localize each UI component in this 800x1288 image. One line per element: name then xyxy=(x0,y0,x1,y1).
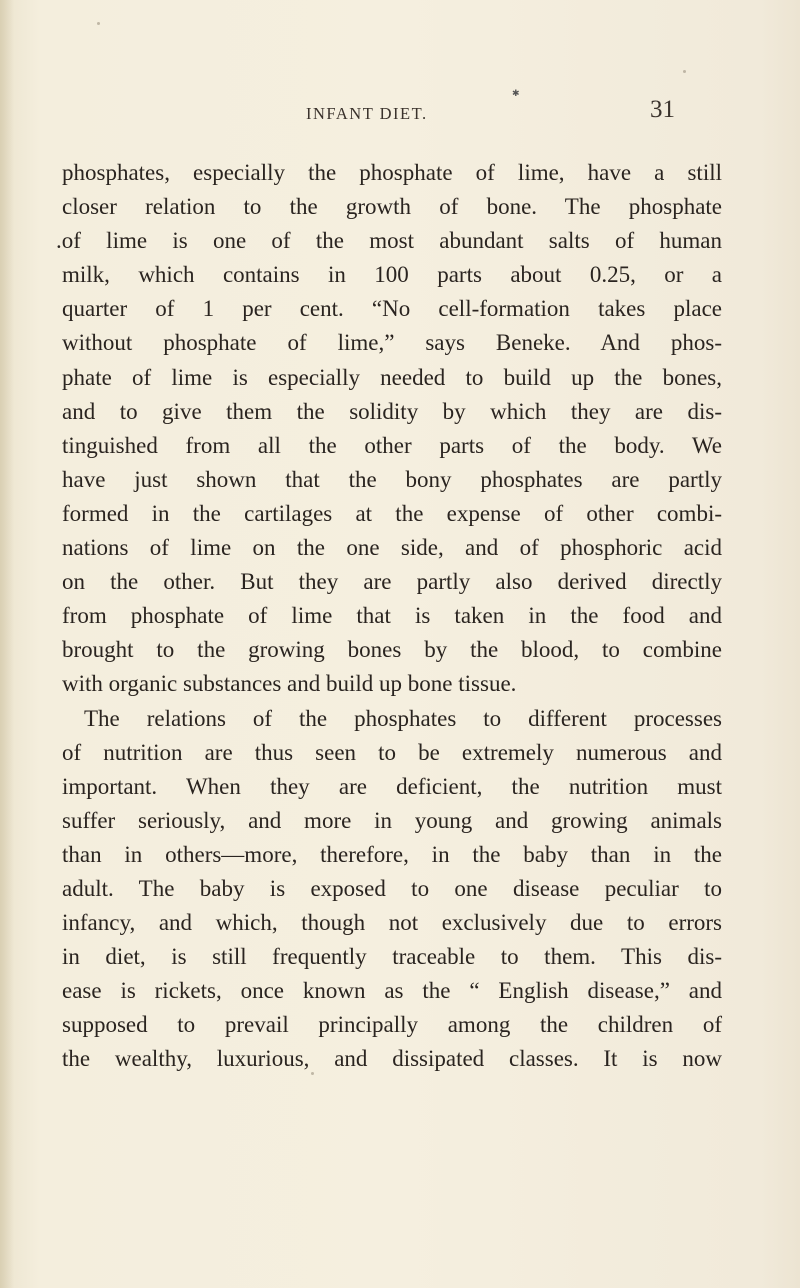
text-line: quarter of 1 per cent. “No cell-formation takes place xyxy=(62,296,722,322)
running-title: INFANT DIET. xyxy=(306,104,428,123)
text-line: phosphates, especially the phosphate of lime, have a still xyxy=(62,160,722,185)
text-line: infancy, and which, though not exclusively due to errors xyxy=(62,910,722,936)
text-line: on the other. But they are partly also derived directly xyxy=(62,569,722,595)
paper-speck xyxy=(683,70,686,73)
text-line: closer relation to the growth of bone. The phosphate xyxy=(62,194,722,220)
text-line: .of lime is one of the most abundant salts of human xyxy=(56,228,722,254)
text-line: The relations of the phosphates to different processes xyxy=(84,705,722,731)
text-line: have just shown that the bony phosphates are partly xyxy=(62,466,722,492)
text-line: than in others—more, therefore, in the baby than in the xyxy=(62,841,722,867)
running-head xyxy=(0,96,800,126)
text-line: milk, which contains in 100 parts about 0.25, or a xyxy=(62,262,722,288)
page-number: 31 xyxy=(650,96,675,123)
text-line: with organic substances and build up bone tissue. xyxy=(62,671,517,697)
text-line: in diet, is still frequently traceable to them. This dis- xyxy=(62,944,722,970)
text-line: from phosphate of lime that is taken in the food and xyxy=(62,603,722,629)
text-line: without phosphate of lime,” says Beneke. And phos- xyxy=(62,330,722,356)
text-line: formed in the cartilages at the expense of other combi- xyxy=(62,500,722,526)
text-line: nations of lime on the one side, and of phosphoric acid xyxy=(62,535,722,561)
text-line: important. When they are deficient, the nutrition must xyxy=(62,773,722,799)
paper-speck xyxy=(97,22,100,25)
text-line: the wealthy, luxurious, and dissipated classes. It is now xyxy=(62,1046,722,1072)
page-gutter-shadow xyxy=(0,0,14,1288)
text-line: of nutrition are thus seen to be extremely numerous and xyxy=(62,739,722,765)
text-line: ease is rickets, once known as the “ English disease,” and xyxy=(62,978,722,1004)
text-line: supposed to prevail principally among the children of xyxy=(62,1012,722,1038)
text-line: phate of lime is especially needed to build up the bones, xyxy=(62,364,722,390)
text-line: and to give them the solidity by which they are dis- xyxy=(62,398,722,424)
text-line: adult. The baby is exposed to one disease peculiar to xyxy=(62,875,722,901)
body-text xyxy=(56,156,722,1077)
text-line: tinguished from all the other parts of the body. We xyxy=(62,432,722,458)
paper-speck xyxy=(311,1072,314,1075)
printer-mark-icon: ✱ xyxy=(512,88,520,98)
text-line: suffer seriously, and more in young and growing animals xyxy=(62,807,722,833)
text-line: brought to the growing bones by the blood, to combine xyxy=(62,637,722,663)
